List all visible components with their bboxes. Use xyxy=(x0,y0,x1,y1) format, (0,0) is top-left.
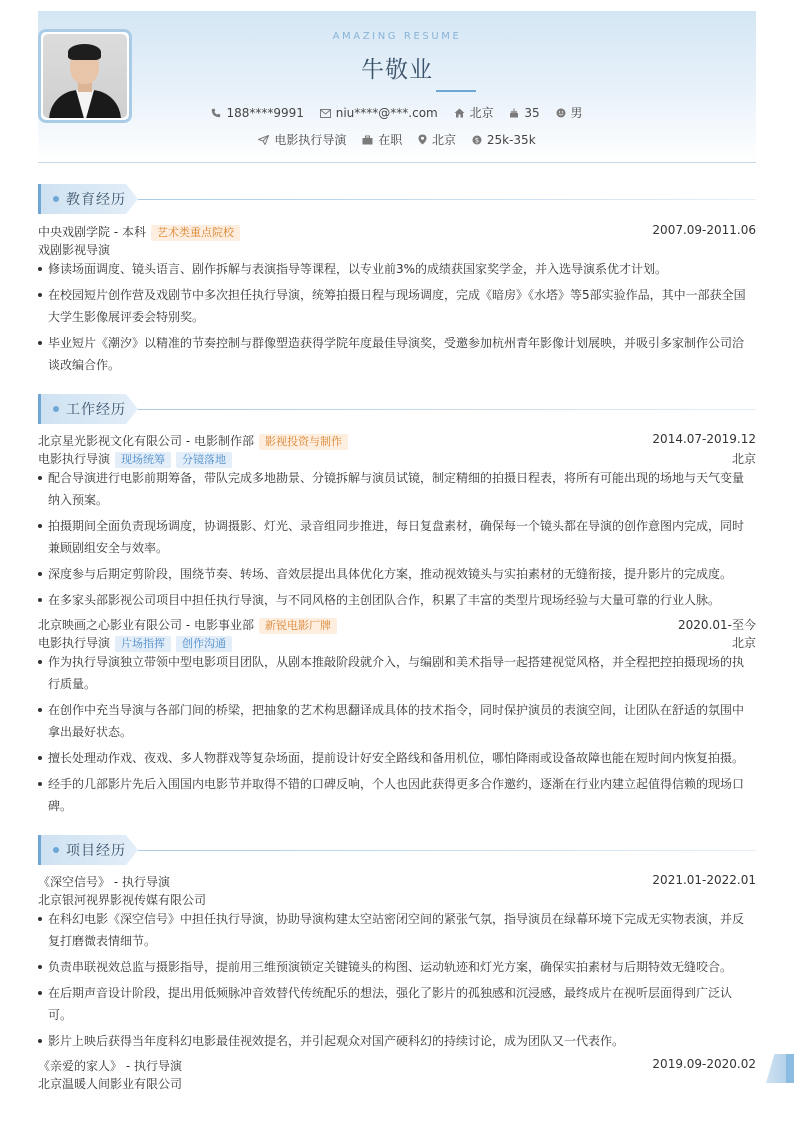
list-item: 在校园短片创作营及戏剧节中多次担任执行导演，统筹拍摄日程与现场调度，完成《暗房》《水塔》等5部实验作品，其中一部获全国 大学生影像展评委会特别奖。 xyxy=(38,284,756,328)
skill-tag: 片场指挥 xyxy=(115,636,171,652)
company-tag: 新锐电影厂牌 xyxy=(259,618,337,634)
company-name: 北京映画之心影业有限公司 - 电影事业部 xyxy=(38,618,254,632)
project-dates: 2021.01-2022.01 xyxy=(652,873,756,887)
section-title-education xyxy=(38,184,756,214)
job-dates: 2020.01-至今 xyxy=(678,618,756,632)
job-role: 电影执行导演 xyxy=(38,452,111,466)
expected-salary: 25k-35k xyxy=(486,132,536,147)
job-dates: 2014.07-2019.12 xyxy=(652,432,756,446)
contact-row xyxy=(38,104,756,121)
company-tag: 影视投资与制作 xyxy=(259,434,348,450)
major-row xyxy=(38,241,756,259)
skill-tag: 创作沟通 xyxy=(176,636,232,652)
school-name: 中央戏剧学院 - 本科 xyxy=(38,225,146,239)
target-position: 电影执行导演 xyxy=(274,133,347,147)
project-company: 北京银河视界影视传媒有限公司 xyxy=(38,893,207,907)
job-intent-row xyxy=(38,131,756,148)
school-tag: 艺术类重点院校 xyxy=(151,225,240,241)
briefcase-icon xyxy=(362,135,373,145)
project-company-row xyxy=(38,1075,756,1093)
job-city: 北京 xyxy=(731,636,756,650)
list-item: 修读场面调度、镜头语言、剧作拆解与表演指导等课程，以专业前3%的成绩获国家奖学金，并入选导演系优才计划。 xyxy=(38,258,756,280)
list-item: 擅长处理动作戏、夜戏、多人物群戏等复杂场面，提前设计好安全路线和备用机位，哪怕降雨或设备故障也能在短时间内恢复拍摄。 xyxy=(38,747,756,769)
list-item: 在多家头部影视公司项目中担任执行导演，与不同风格的主创团队合作，积累了丰富的类型片现场经验与大量可靠的行业人脉。 xyxy=(38,589,756,611)
city-item xyxy=(418,131,456,148)
gender-icon xyxy=(556,108,566,118)
salary-icon xyxy=(472,135,482,145)
project-name: 《深空信号》 - 执行导演 xyxy=(38,875,170,889)
list-item: 深度参与后期定剪阶段，围绕节奏、转场、音效层提出具体优化方案，推动视效镜头与实拍素材的无缝衔接，提升影片的完成度。 xyxy=(38,563,756,585)
list-item: 经手的几部影片先后入围国内电影节并取得不错的口碑反响，个人也因此获得更多合作邀约，逐渐在行业内建立起值得信赖的现场口 碑。 xyxy=(38,773,756,817)
skill-tag: 现场统筹 xyxy=(115,452,171,468)
job-role-row xyxy=(38,634,756,652)
candidate-name: 牛敬业 xyxy=(361,57,433,83)
gender-item xyxy=(556,104,583,121)
major: 戏剧影视导演 xyxy=(38,243,111,257)
company-name: 北京星光影视文化有限公司 - 电影制作部 xyxy=(38,434,254,448)
salary-item xyxy=(472,133,536,147)
phone-icon xyxy=(211,108,221,118)
employment-status: 在职 xyxy=(378,133,403,147)
email-address: niu****@***.com xyxy=(335,105,438,120)
list-item: 拍摄期间全面负责现场调度，协调摄影、灯光、录音组同步推进，每日复盘素材，确保每一个镜头都在导演的创作意图内完成，同时 兼顾剧组安全与效率。 xyxy=(38,515,756,559)
list-item: 在后期声音设计阶段，提出用低频脉冲音效替代传统配乐的想法，强化了影片的孤独感和沉浸感，最终成片在视听层面得到广泛认 可。 xyxy=(38,982,756,1026)
cake-icon xyxy=(509,108,519,118)
list-item: 毕业短片《潮汐》以精准的节奏控制与群像塑造获得学院年度最佳导演奖，受邀参加杭州青年影像计划展映，并吸引多家制作公司洽 谈改编合作。 xyxy=(38,332,756,376)
job-header-row xyxy=(38,616,756,634)
job-header-row xyxy=(38,432,756,450)
section-label: 项目经历 xyxy=(66,843,126,859)
name-underline xyxy=(436,90,476,92)
project-dates: 2019.09-2020.02 xyxy=(652,1057,756,1071)
send-icon xyxy=(258,135,269,145)
list-item: 在创作中充当导演与各部门间的桥梁，把抽象的艺术构思翻译成具体的技术指令，同时保护演员的表演空间，让团队在舒适的氛围中 拿出最好状态。 xyxy=(38,699,756,743)
list-item: 在科幻电影《深空信号》中担任执行导演，协助导演构建太空站密闭空间的紧张气氛，指导演员在绿幕环境下完成无实物表演，并反 复打磨微表情细节。 xyxy=(38,908,756,952)
svg-text:$: $ xyxy=(474,136,480,144)
age: 35 xyxy=(524,105,540,120)
section-label: 工作经历 xyxy=(66,402,126,418)
project-company: 北京温暖人间影业有限公司 xyxy=(38,1077,183,1091)
age-item xyxy=(509,106,539,120)
location-pin-icon xyxy=(418,134,427,145)
job-role: 电影执行导演 xyxy=(38,636,111,650)
page-corner-decoration xyxy=(766,1054,794,1083)
section-title-projects xyxy=(38,835,756,865)
project-company-row xyxy=(38,891,756,909)
project-name: 《亲爱的家人》 - 执行导演 xyxy=(38,1059,182,1073)
education-header-row xyxy=(38,223,756,241)
project-header-row xyxy=(38,873,756,891)
position-item xyxy=(258,131,346,148)
email-item xyxy=(320,106,438,120)
phone-number: 188****9991 xyxy=(226,105,304,120)
job-role-row xyxy=(38,450,756,468)
hometown-item xyxy=(454,104,494,121)
list-item: 作为执行导演独立带领中型电影项目团队，从剧本推敲阶段就介入，与编剧和美术指导一起搭建视觉风格，并全程把控拍摄现场的执 行质量。 xyxy=(38,651,756,695)
status-item xyxy=(362,131,402,148)
target-city: 北京 xyxy=(432,133,457,147)
education-dates: 2007.09-2011.06 xyxy=(652,223,756,237)
list-item: 影片上映后获得当年度科幻电影最佳视效提名，并引起观众对国产硬科幻的持续讨论，成为团队又一代表作。 xyxy=(38,1030,756,1052)
home-icon xyxy=(454,108,465,118)
phone-item xyxy=(211,106,303,120)
hometown: 北京 xyxy=(469,106,494,120)
project-header-row xyxy=(38,1057,756,1075)
mail-icon xyxy=(320,109,331,118)
resume-tagline: AMAZING RESUME xyxy=(332,31,462,42)
list-item: 负责串联视效总监与摄影指导，提前用三维预演锁定关键镜头的构图、运动轨迹和灯光方案，确保实拍素材与后期特效无缝咬合。 xyxy=(38,956,756,978)
list-item: 配合导演进行电影前期筹备，带队完成多地勘景、分镜拆解与演员试镜，制定精细的拍摄日程表，将所有可能出现的场地与天气变量 纳入预案。 xyxy=(38,467,756,511)
job-city: 北京 xyxy=(731,452,756,466)
skill-tag: 分镜落地 xyxy=(176,452,232,468)
resume-header xyxy=(38,11,756,163)
section-label: 教育经历 xyxy=(66,192,126,208)
section-title-work xyxy=(38,394,756,424)
gender: 男 xyxy=(570,106,583,120)
